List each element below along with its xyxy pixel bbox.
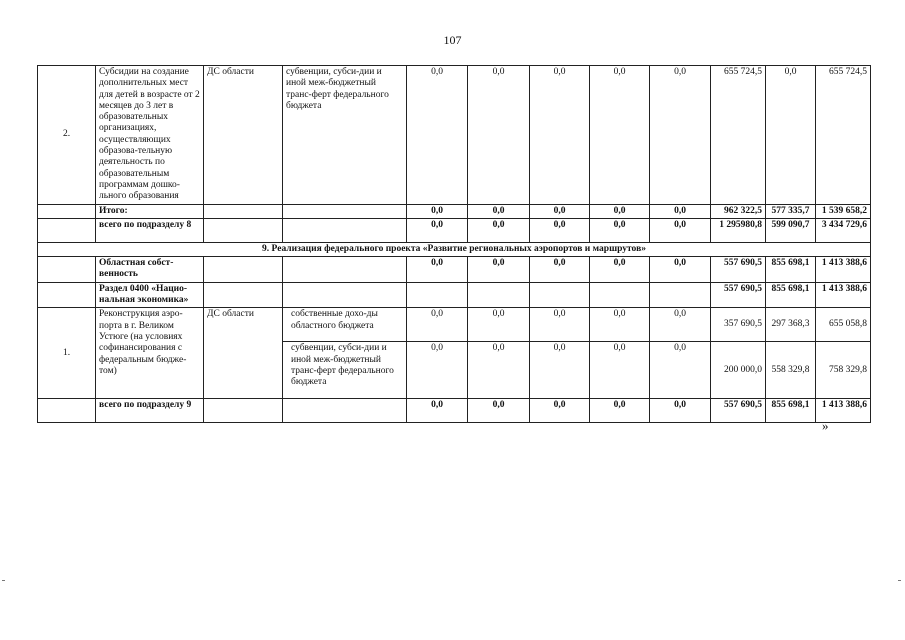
value-cell: 655 724,5: [711, 66, 766, 205]
table-row: [38, 399, 871, 423]
value-cell: 0,0: [407, 66, 468, 205]
funding-source: субвенции, субси-дии и иной меж-бюджетный транс-ферт федерального бюджета: [283, 66, 407, 205]
section-header-row: [38, 242, 871, 256]
measure-name: Реконструкция аэро-порта в г. Великом Устюге (на условиях софинансирования с федеральным бюдже-том): [96, 308, 204, 399]
value-cell: 599 090,7: [766, 218, 816, 242]
table-row: [38, 282, 871, 308]
value-cell: 0,0: [590, 66, 650, 205]
value-cell: 0,0: [530, 66, 590, 205]
value-cell: 3 434 729,6: [816, 218, 871, 242]
value-cell: 1 413 388,6: [816, 282, 871, 308]
value-cell: 557 690,5: [711, 399, 766, 423]
funding-source: субвенции, субси-дии и иной меж-бюджетный транс-ферт федерального бюджета: [283, 342, 407, 399]
row-number: 1.: [38, 308, 96, 399]
value-cell: 0,0: [468, 204, 530, 218]
value-cell: 558 329,8: [766, 342, 816, 399]
section-title: 9. Реализация федерального проекта «Развитие региональных аэропортов и маршрутов»: [38, 242, 871, 256]
value-cell: 0,0: [468, 66, 530, 205]
value-cell: 0,0: [530, 257, 590, 283]
value-cell: 0,0: [530, 342, 590, 399]
table-row: [38, 218, 871, 242]
measure-name: Субсидии на создание дополнительных мест для детей в возрасте от 2 месяцев до 3 лет в образовательных организациях, осуществляющих образова-тельную деятельность по образовательным программам дошко-льного образования: [96, 66, 204, 205]
value-cell: 855 698,1: [766, 257, 816, 283]
value-cell: 357 690,5: [711, 308, 766, 342]
value-cell: 1 539 658,2: [816, 204, 871, 218]
value-cell: 0,0: [530, 308, 590, 342]
razdel-label: Раздел 0400 «Нацио-нальная экономика»: [96, 282, 204, 308]
value-cell: 0,0: [468, 257, 530, 283]
value-cell: 0,0: [530, 218, 590, 242]
value-cell: 855 698,1: [766, 282, 816, 308]
value-cell: 0,0: [407, 218, 468, 242]
value-cell: 655 058,8: [816, 308, 871, 342]
scan-mark: [898, 580, 901, 581]
value-cell: 0,0: [468, 399, 530, 423]
value-cell: 0,0: [650, 399, 711, 423]
subsection-total-label: всего по подразделу 9: [96, 399, 204, 423]
closing-quote: »: [822, 418, 829, 433]
ownership-label: Областная собст-венность: [96, 257, 204, 283]
value-cell: 0,0: [650, 204, 711, 218]
table-row: [38, 308, 871, 342]
value-cell: 655 724,5: [816, 66, 871, 205]
value-cell: 0,0: [590, 342, 650, 399]
value-cell: 557 690,5: [711, 282, 766, 308]
value-cell: 1 413 388,6: [816, 257, 871, 283]
value-cell: 1 413 388,6: [816, 399, 871, 423]
value-cell: 0,0: [407, 342, 468, 399]
value-cell: 0,0: [590, 204, 650, 218]
row-number: 2.: [38, 66, 96, 205]
value-cell: 1 295980,8: [711, 218, 766, 242]
executor: ДС области: [204, 308, 283, 399]
funding-source: собственные дохо-ды областного бюджета: [283, 308, 407, 342]
value-cell: 0,0: [650, 308, 711, 342]
scan-mark: [2, 580, 5, 581]
table-row: [38, 204, 871, 218]
value-cell: 962 322,5: [711, 204, 766, 218]
value-cell: 0,0: [407, 308, 468, 342]
value-cell: 0,0: [407, 257, 468, 283]
value-cell: 0,0: [468, 218, 530, 242]
value-cell: 0,0: [650, 66, 711, 205]
value-cell: 0,0: [530, 399, 590, 423]
value-cell: 0,0: [590, 308, 650, 342]
value-cell: 0,0: [650, 342, 711, 399]
value-cell: 0,0: [530, 204, 590, 218]
value-cell: 0,0: [590, 257, 650, 283]
value-cell: 855 698,1: [766, 399, 816, 423]
value-cell: 0,0: [650, 257, 711, 283]
subtotal-label: Итого:: [96, 204, 204, 218]
value-cell: 297 368,3: [766, 308, 816, 342]
table-row: [38, 257, 871, 283]
value-cell: 0,0: [407, 204, 468, 218]
value-cell: 758 329,8: [816, 342, 871, 399]
subsection-total-label: всего по подразделу 8: [96, 218, 204, 242]
page-number: 107: [443, 33, 462, 47]
budget-table: [37, 65, 871, 423]
value-cell: 200 000,0: [711, 342, 766, 399]
value-cell: 0,0: [590, 399, 650, 423]
value-cell: 577 335,7: [766, 204, 816, 218]
value-cell: 557 690,5: [711, 257, 766, 283]
value-cell: 0,0: [650, 218, 711, 242]
value-cell: 0,0: [468, 342, 530, 399]
table-row: [38, 66, 871, 205]
executor: ДС области: [204, 66, 283, 205]
value-cell: 0,0: [468, 308, 530, 342]
value-cell: 0,0: [407, 399, 468, 423]
value-cell: 0,0: [766, 66, 816, 205]
value-cell: 0,0: [590, 218, 650, 242]
